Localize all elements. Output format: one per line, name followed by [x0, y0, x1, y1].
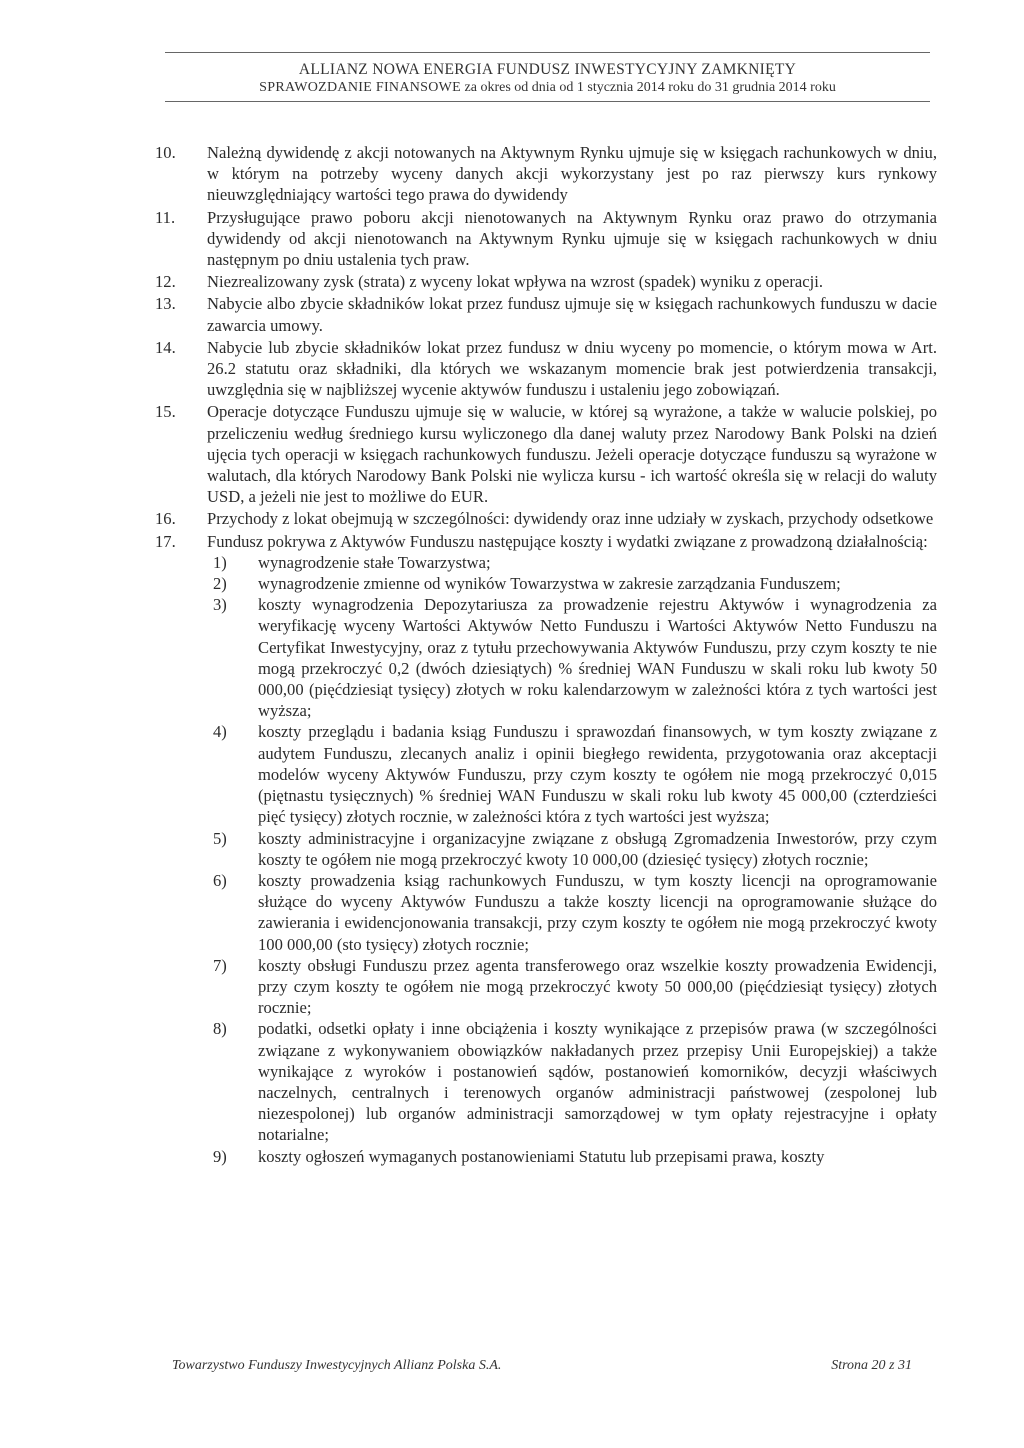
item-number: 10.: [155, 143, 176, 162]
header-fund-name: ALLIANZ NOWA ENERGIA FUNDUSZ INWESTYCYJNY ZAMKNIĘTY: [298, 61, 797, 78]
document-body: [155, 142, 937, 1168]
item-text: Przysługujące prawo poboru akcji nienotowanych na Aktywnym Rynku oraz prawo do otrzymania dywidendy od akcji nienotowanch na Aktywnym Rynku ujmuje się w księgach rachunkowych w dniu następnym po dniu ustalenia tych praw.: [207, 207, 937, 270]
sub-list-item: [213, 1146, 937, 1167]
subitem-text: koszty obsługi Funduszu przez agenta transferowego oraz wszelkie koszty prowadzenia Ewidencji, przy czym koszty te ogółem nie mogą przekroczyć kwoty 50 000,00 (pięćdziesiąt tysięcy) złotych rocznie;: [258, 955, 937, 1018]
subitem-number: 5): [213, 828, 227, 848]
item-text: Przychody z lokat obejmują w szczególności: dywidendy oraz inne udziały w zyskach, przychody odsetkowe: [207, 509, 934, 529]
sub-list-item: [213, 955, 937, 1019]
subitem-text: koszty wynagrodzenia Depozytariusza za prowadzenie rejestru Aktywów i wynagrodzenia za weryfikację wyceny Wartości Aktywów Netto Funduszu i Wartości Aktywów Netto Funduszu na Certyfikat Inwestycyjny, oraz z tytułu przechowywania Aktywów Funduszu, przy czym koszty te nie mogą przekroczyć 0,2 (dwóch dziesiątych) % średniej WAN Funduszu w skali roku lub kwoty 50 000,00 (pięćdziesiąt tysięcy) złotych w roku kalendarzowym w zależności która z tych wartości jest wyższa;: [258, 595, 937, 721]
item-number: 11.: [155, 207, 176, 227]
page-header: [165, 52, 930, 102]
sub-list-item: [213, 1018, 937, 1145]
item-number: 12.: [155, 272, 176, 292]
subitem-text: koszty administracyjne i organizacyjne związane z obsługą Zgromadzenia Inwestorów, przy czym koszty te ogółem nie mogą przekroczyć kwoty 10 000,00 (dziesięć tysięcy) złotych rocznie;: [258, 828, 937, 869]
item-number: 15.: [155, 402, 176, 422]
item-text: Należną dywidendę z akcji notowanych na Aktywnym Rynku ujmuje się w księgach rachunkowych w dniu, w którym na potrzeby wyceny danych akcji wykorzystany jest po raz pierwszy kurs rynkowy nieuwzględniający wartości tego prawa do dywidendy: [207, 143, 937, 205]
footer-company-name: Towarzystwo Funduszy Inwestycyjnych Allianz Polska S.A.: [172, 1358, 502, 1373]
subitem-text: podatki, odsetki opłaty i inne obciążenia i koszty wynikające z przepisów prawa (w szczególności związane z wykonywaniem obowiązków nakładanych przez przepisy Unii Europejskiej) a także wynikające z wyroków i postanowień sądów, postanowień komorników, decyzji właściwych naczelnych, centralnych i terenowych organów administracji państwowej (zespolonej lub niezespolonej) lub organów administracji samorządowej w tym opłaty rejestracyjne i opłaty notarialne;: [258, 1019, 937, 1145]
list-item: [155, 337, 937, 401]
list-item: [155, 207, 937, 271]
subitem-number: 7): [213, 955, 227, 975]
item-number: 17.: [155, 531, 176, 551]
item-number: 16.: [155, 509, 176, 529]
item-text: Niezrealizowany zysk (strata) z wyceny lokat wpływa na wzrost (spadek) wyniku z operacji.: [207, 272, 824, 292]
item-text: Operacje dotyczące Funduszu ujmuje się w walucie, w której są wyrażone, a także w walucie polskiej, po przeliczeniu według średniego kursu wyliczonego dla danej waluty przez Narodowy Bank Polski na dzień ujęcia tych operacji w księgach rachunkowych funduszu. Jeżeli operacje dotyczące funduszu są wyrażone w walutach, dla których Narodowy Bank Polski nie wylicza kursu - ich wartość określa się w relacji do waluty USD, a jeżeli nie jest to możliwe do EUR.: [207, 402, 937, 507]
list-item: [155, 142, 937, 206]
header-report-title: [165, 79, 930, 97]
header-report-period: za okres od dnia od 1 stycznia 2014 roku do 31 grudnia 2014 roku: [461, 80, 836, 95]
sub-list-item: [213, 870, 937, 955]
subitem-number: 1): [213, 552, 227, 572]
subitem-text: koszty ogłoszeń wymaganych postanowieniami Statutu lub przepisami prawa, koszty: [258, 1146, 825, 1166]
subitem-text: koszty przeglądu i badania ksiąg Funduszu i sprawozdań finansowych, w tym koszty związane z audytem Funduszu, zlecanych analiz i opinii biegłego rewidenta, przygotowania oraz akceptacji modelów wyceny Aktywów Funduszu, przy czym koszty te ogółem nie mogą przekroczyć 0,015 (piętnastu tysięcznych) % średniej WAN Funduszu w skali roku lub kwoty 45 000,00 (czterdzieści pięć tysięcy) złotych rocznie, w zależności która z tych wartości jest wyższa;: [258, 722, 937, 827]
header-bottom-rule: [165, 101, 930, 102]
footer-page-number: Strona 20 z 31: [831, 1358, 912, 1373]
sub-list-item: [213, 721, 937, 827]
subitem-number: 2): [213, 574, 227, 594]
list-item: [155, 271, 937, 292]
item-number: 13.: [155, 294, 176, 314]
header-report-title-caps: SPRAWOZDANIE FINANSOWE: [259, 80, 462, 95]
list-item: [155, 401, 937, 507]
list-item: [155, 508, 937, 529]
page-footer: [172, 1358, 912, 1374]
item-text: Nabycie albo zbycie składników lokat przez fundusz ujmuje się w księgach rachunkowych funduszu w dacie zawarcia umowy.: [207, 294, 937, 335]
item-text: Fundusz pokrywa z Aktywów Funduszu następujące koszty i wydatki związane z prowadzoną działalnością:: [207, 531, 928, 551]
list-item: [155, 293, 937, 335]
sub-list-item: [213, 552, 937, 573]
subitem-number: 3): [213, 595, 227, 615]
sub-list-item: [213, 573, 937, 594]
sub-list-item: [213, 828, 937, 870]
subitem-text: wynagrodzenie stałe Towarzystwa;: [258, 552, 491, 572]
sub-list-item: [213, 594, 937, 721]
header-top-rule: [165, 52, 930, 53]
subitem-number: 6): [213, 870, 227, 890]
item-text: Nabycie lub zbycie składników lokat przez fundusz w dniu wyceny po momencie, o którym mowa w Art. 26.2 statutu oraz składniki, dla których we wskazanym momencie brak jest potwierdzenia transakcji, uwzględnia się w najbliższej wycenie aktywów funduszu i ustaleniu jego zobowiązań.: [207, 337, 937, 400]
item-number: 14.: [155, 337, 176, 357]
subitem-number: 8): [213, 1019, 227, 1039]
subitem-text: wynagrodzenie zmienne od wyników Towarzystwa w zakresie zarządzania Funduszem;: [258, 574, 841, 594]
subitem-number: 9): [213, 1146, 227, 1166]
list-item: [155, 531, 937, 1167]
subitem-number: 4): [213, 722, 227, 742]
subitem-text: koszty prowadzenia ksiąg rachunkowych Funduszu, w tym koszty licencji na oprogramowanie służące do wyceny Aktywów Funduszu a także koszty licencji na oprogramowanie służące do zawierania i ewidencjonowania transakcji, przy czym koszty te ogółem nie mogą przekroczyć kwoty 100 000,00 (sto tysięcy) złotych rocznie;: [258, 870, 937, 954]
